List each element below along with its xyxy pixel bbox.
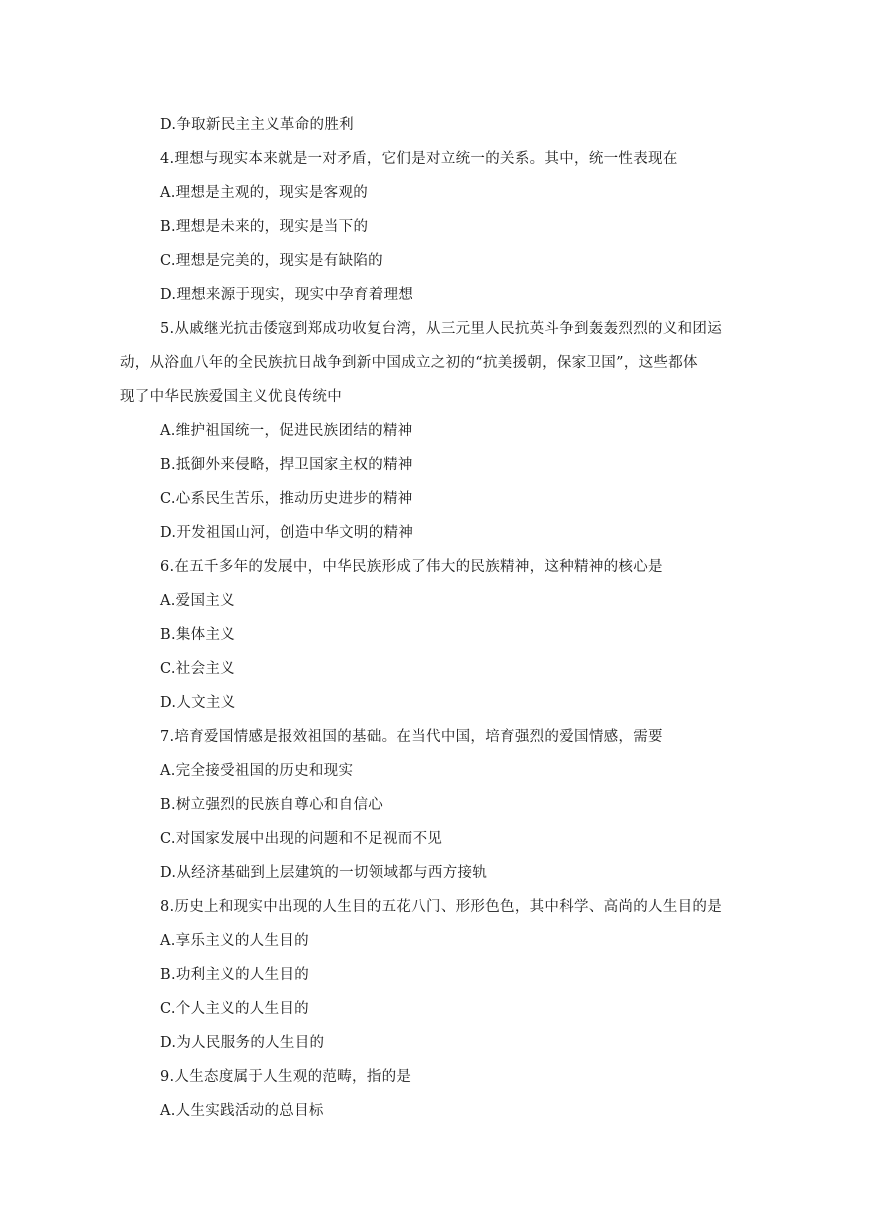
option-line: D.开发祖国山河，创造中华文明的精神 — [160, 525, 414, 541]
option-line: B.树立强烈的民族自尊心和自信心 — [160, 797, 384, 813]
option-line: D.为人民服务的人生目的 — [160, 1035, 325, 1051]
option-line: C.社会主义 — [160, 661, 235, 677]
option-line: D.人文主义 — [160, 695, 236, 711]
option-line: C.心系民生苦乐，推动历史进步的精神 — [160, 491, 413, 507]
option-line: C.对国家发展中出现的问题和不足视而不见 — [160, 831, 443, 847]
question-stem: 9.人生态度属于人生观的范畴，指的是 — [160, 1069, 412, 1085]
question-stem: 7.培育爱国情感是报效祖国的基础。在当代中国，培育强烈的爱国情感，需要 — [160, 729, 663, 745]
option-line: A.理想是主观的，现实是客观的 — [160, 185, 369, 201]
question-stem: 5.从戚继光抗击倭寇到郑成功收复台湾，从三元里人民抗英斗争到轰轰烈烈的义和团运 — [160, 321, 723, 337]
option-line: A.人生实践活动的总目标 — [160, 1103, 324, 1119]
option-line: B.功利主义的人生目的 — [160, 967, 310, 983]
option-line: D.理想来源于现实，现实中孕育着理想 — [160, 287, 414, 303]
option-line: D.争取新民主主义革命的胜利 — [160, 117, 354, 133]
question-list — [120, 108, 740, 1128]
option-line: B.集体主义 — [160, 627, 236, 643]
option-line: D.从经济基础到上层建筑的一切领域都与西方接轨 — [160, 865, 488, 881]
option-line: B.理想是未来的，现实是当下的 — [160, 219, 369, 235]
option-line: A.爱国主义 — [160, 593, 235, 609]
option-line: A.维护祖国统一，促进民族团结的精神 — [160, 423, 413, 439]
option-line: A.享乐主义的人生目的 — [160, 933, 309, 949]
option-line: C.个人主义的人生目的 — [160, 1001, 309, 1017]
option-line: C.理想是完美的，现实是有缺陷的 — [160, 253, 383, 269]
question-stem-continuation: 动，从浴血八年的全民族抗日战争到新中国成立之初的“抗美援朝，保家卫国”，这些都体 — [120, 355, 698, 371]
option-line: A.完全接受祖国的历史和现实 — [160, 763, 354, 779]
question-stem: 6.在五千多年的发展中，中华民族形成了伟大的民族精神，这种精神的核心是 — [160, 559, 663, 575]
question-stem: 8.历史上和现实中出现的人生目的五花八门、形形色色，其中科学、高尚的人生目的是 — [160, 899, 723, 915]
option-line: B.抵御外来侵略，捍卫国家主权的精神 — [160, 457, 413, 473]
question-stem-continuation: 现了中华民族爱国主义优良传统中 — [120, 389, 342, 405]
question-stem: 4.理想与现实本来就是一对矛盾，它们是对立统一的关系。其中，统一性表现在 — [160, 151, 678, 167]
